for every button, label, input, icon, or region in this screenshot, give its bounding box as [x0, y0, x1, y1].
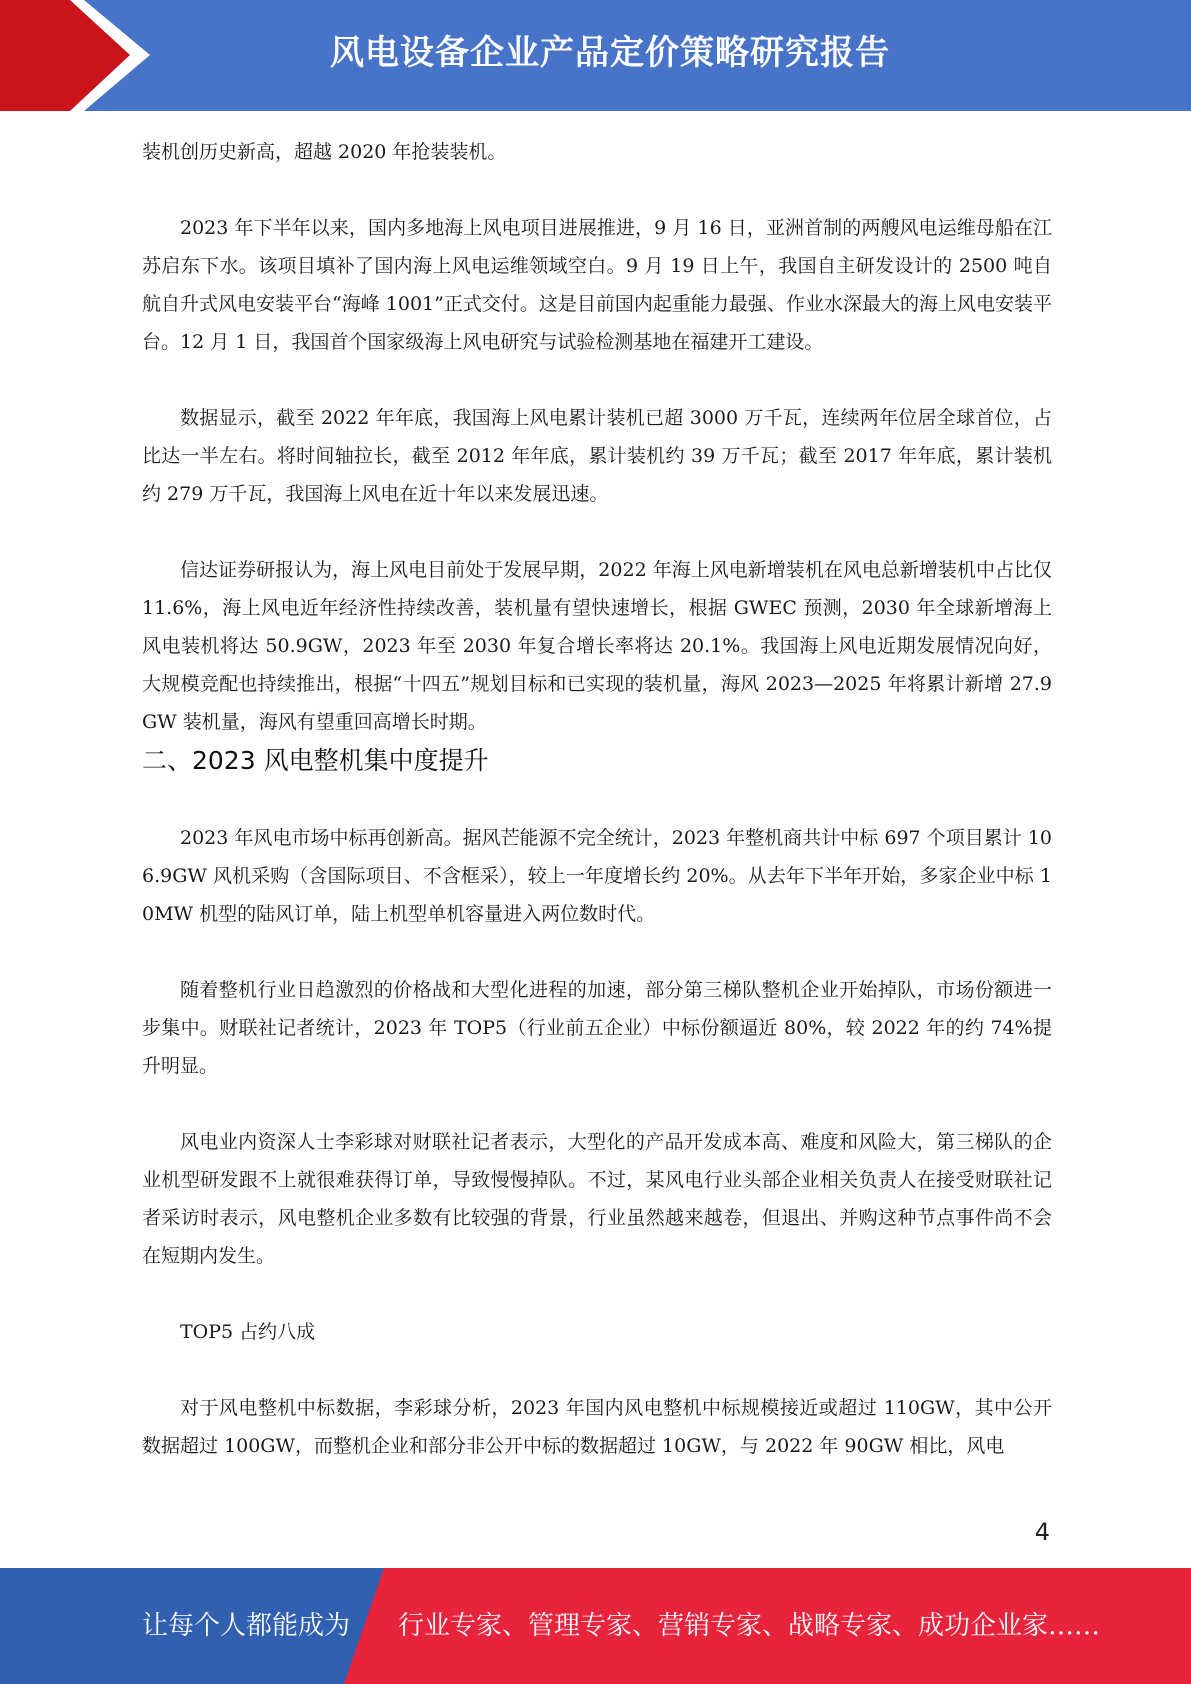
- footer-slogan-right: 行业专家、管理专家、营销专家、战略专家、成功企业家……: [398, 1611, 1101, 1641]
- paragraph: 随着整机行业日趋激烈的价格战和大型化进程的加速，部分第三梯队整机企业开始掉队，市场份额进一步集中。财联社记者统计，2023 年 TOP5（行业前五企业）中标份额逼近 80%，较 2022 年的约 74%提升明显。: [142, 979, 1052, 1077]
- subheading: TOP5 占约八成: [180, 1321, 316, 1343]
- footer-slogan-left: 让每个人都能成为: [142, 1611, 351, 1641]
- paragraph: 信达证券研报认为，海上风电目前处于发展早期，2022 年海上风电新增装机在风电总新增装机中占比仅 11.6%，海上风电近年经济性持续改善，装机量有望快速增长，根据 GWEC 预测，2030 年全球新增海上风电装机将达 50.9GW，2023 年至 2030 年复合增长率将达 20.1%。我国海上风电近期发展情况向好，大规模竞配也持续推出，根据“十四五”规划目标和已实现的装机量，海风 2023—2025 年将累计新增 27.9GW 装机量，海风有望重回高增长时期。: [142, 559, 1052, 733]
- paragraph: 2023 年下半年以来，国内多地海上风电项目进展推进，9 月 16 日，亚洲首制的两艘风电运维母船在江苏启东下水。该项目填补了国内海上风电运维领域空白。9 月 19 日上午，我国自主研发设计的 2500 吨自航自升式风电安装平台“海峰 1001”正式交付。这是目前国内起重能力最强、作业水深最大的海上风电安装平台。12 月 1 日，我国首个国家级海上风电研究与试验检测基地在福建开工建设。: [142, 217, 1052, 353]
- paragraph: 数据显示，截至 2022 年年底，我国海上风电累计装机已超 3000 万千瓦，连续两年位居全球首位，占比达一半左右。将时间轴拉长，截至 2012 年年底，累计装机约 39 万千瓦；截至 2017 年年底，累计装机约 279 万千瓦，我国海上风电在近十年以来发展迅速。: [142, 407, 1052, 505]
- page-header: [0, 0, 1191, 111]
- page-number: 4: [1034, 1518, 1050, 1546]
- report-title: 风电设备企业产品定价策略研究报告: [330, 33, 890, 73]
- paragraph: 对于风电整机中标数据，李彩球分析，2023 年国内风电整机中标规模接近或超过 110GW，其中公开数据超过 100GW，而整机企业和部分非公开中标的数据超过 10GW，与 2022 年 90GW 相比，风电: [142, 1397, 1052, 1457]
- paragraph: 2023 年风电市场中标再创新高。据风芒能源不完全统计，2023 年整机商共计中标 697 个项目累计 106.9GW 风机采购（含国际项目、不含框采），较上一年度增长约 20%。从去年下半年开始，多家企业中标 10MW 机型的陆风订单，陆上机型单机容量进入两位数时代。: [142, 827, 1052, 925]
- paragraph: 装机创历史新高，超越 2020 年抢装装机。: [142, 141, 507, 163]
- page-footer: [0, 1568, 1191, 1684]
- document-body: [142, 133, 1052, 1465]
- paragraph: 风电业内资深人士李彩球对财联社记者表示，大型化的产品开发成本高、难度和风险大，第三梯队的企业机型研发跟不上就很难获得订单，导致慢慢掉队。不过，某风电行业头部企业相关负责人在接受财联社记者采访时表示，风电整机企业多数有比较强的背景，行业虽然越来越卷，但退出、并购这种节点事件尚不会在短期内发生。: [142, 1131, 1052, 1267]
- section-heading: 二、2023 风电整机集中度提升: [142, 746, 489, 775]
- header-arrow-decoration: [0, 0, 170, 111]
